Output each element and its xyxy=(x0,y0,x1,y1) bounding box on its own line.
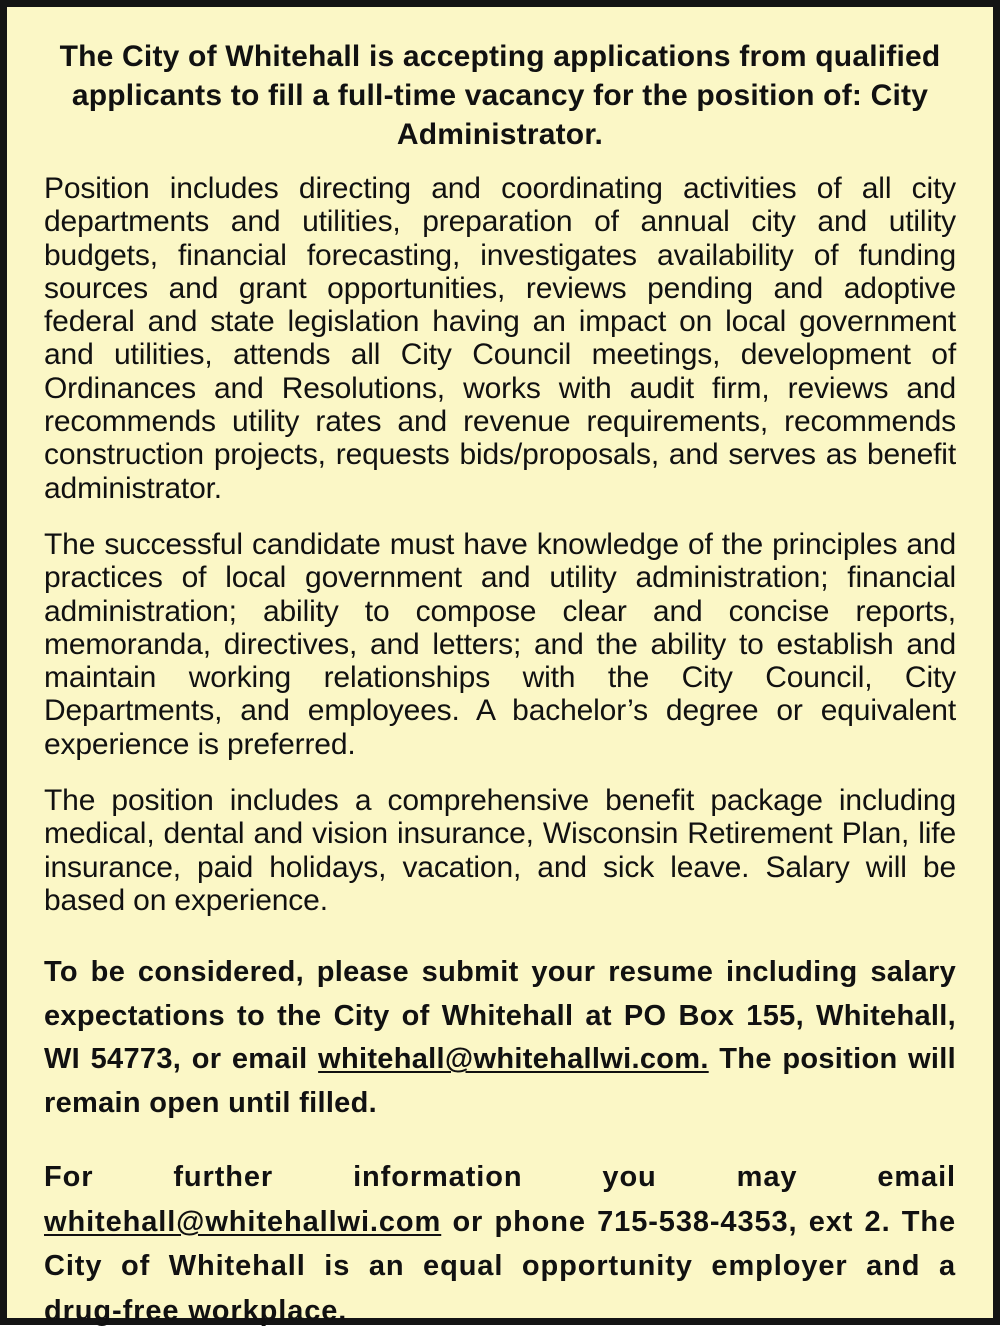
apply-text-end: The position will remain open until filled. xyxy=(44,1043,956,1119)
apply-email-link[interactable]: whitehall@whitehallwi.com. xyxy=(318,1043,709,1076)
contact-text-end: or phone 715-538-4353, ext 2. The City of Whitehall is an equal opportunity employer and a drug-free workplace. xyxy=(44,1205,956,1327)
headline: The City of Whitehall is accepting applications from qualified applicants to fill a full-time vacancy for the position of: City Administrator. xyxy=(59,40,941,151)
contact-information xyxy=(44,1155,956,1333)
apply-text-start: To be considered, please submit your resume including salary expectations to the City of Whitehall at PO Box 155, Whitehall, WI 54773, or email xyxy=(44,956,956,1076)
qualifications-paragraph: The successful candidate must have knowledge of the principles and practices of local government and utility administration; financial administration; ability to compose clear and concise reports, memoranda, directives, and letters; and the ability to establish and maintain working relationships with the City Council, City Departments, and employees. A bachelor’s degree or equivalent experience is preferred. xyxy=(44,527,956,761)
contact-email-link[interactable]: whitehall@whitehallwi.com xyxy=(44,1205,442,1238)
duties-paragraph: Position includes directing and coordinating activities of all city departments and utilities, preparation of annual city and utility budgets, financial forecasting, investigates availability of funding sources and grant opportunities, reviews pending and adoptive federal and state legislation having an impact on local government and utilities, attends all City Council meetings, development of Ordinances and Resolutions, works with audit firm, reviews and recommends utility rates and revenue requirements, recommends construction projects, requests bids/proposals, and serves as benefit administrator. xyxy=(44,172,956,505)
apply-instructions xyxy=(44,951,956,1125)
contact-text-start: For further information you may email xyxy=(44,1161,956,1194)
benefits-paragraph: The position includes a comprehensive benefit package including medical, dental and vision insurance, Wisconsin Retirement Plan, life insurance, paid holidays, vacation, and sick leave. Salary will be based on experience. xyxy=(44,784,956,917)
